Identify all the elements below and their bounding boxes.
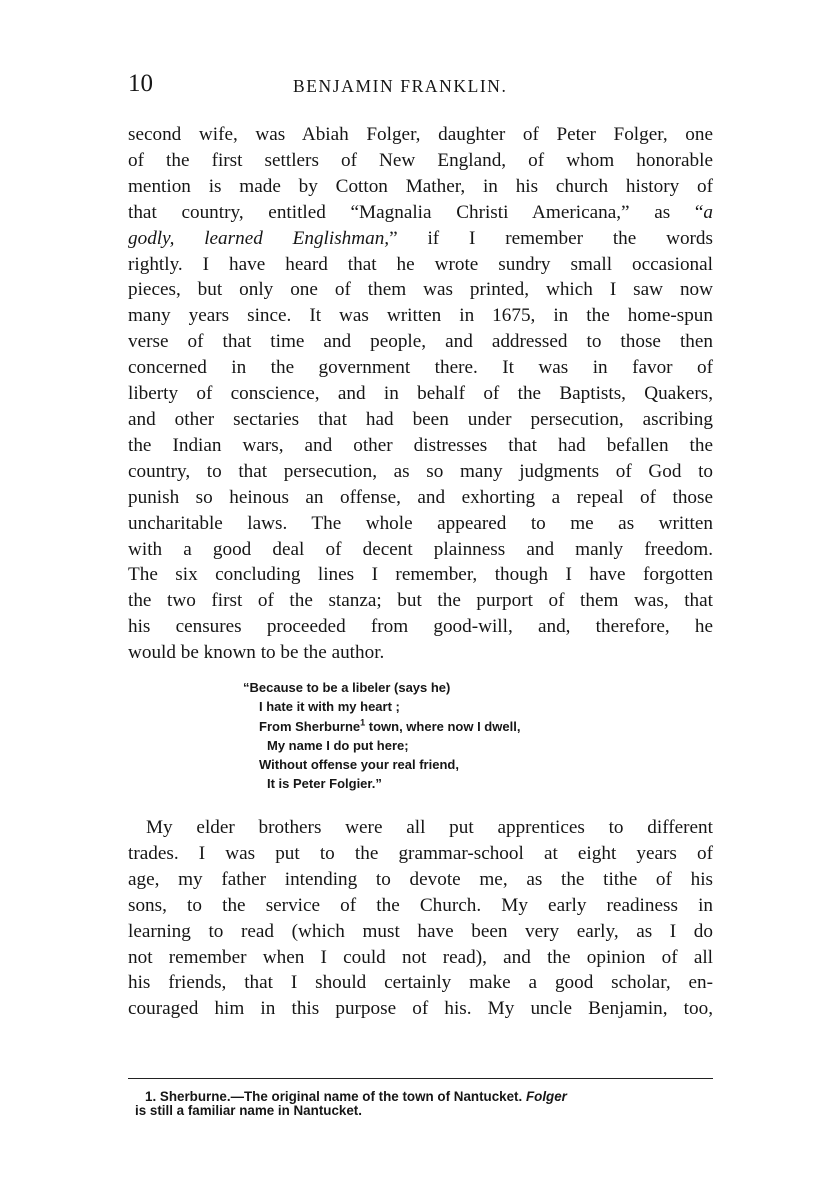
text-line: punish so heinous an offense, and exhorting a repeal of those	[128, 486, 713, 508]
text-line: second wife, was Abiah Folger, daughter of Peter Folger, one	[128, 124, 713, 145]
footnote-term: Sherburne.	[159, 1089, 231, 1104]
text-line	[128, 226, 713, 252]
footnote	[135, 1090, 705, 1118]
text-line: would be known to be the author.	[128, 642, 385, 664]
text-line: verse of that time and people, and addressed to those then	[128, 331, 713, 353]
running-head	[128, 68, 713, 100]
text-line: trades. I was put to the grammar-school at eight years of	[128, 842, 713, 864]
text-line: mention is made by Cotton Mather, in his church history of	[128, 175, 713, 197]
poem-line: Without offense your real friend,	[259, 757, 459, 773]
text-line: his friends, that I should certainly make a good scholar, en-	[128, 972, 713, 994]
text-line: liberty of conscience, and in behalf of the Baptists, Quakers,	[128, 383, 713, 405]
text-line: and other sectaries that had been under persecution, ascribing	[128, 408, 713, 430]
italic-phrase: godly, learned Englishman,	[128, 227, 390, 249]
poem-stanza	[243, 678, 643, 794]
text-line: rightly. I have heard that he wrote sundry small occasional	[128, 253, 713, 275]
text-line: pieces, but only one of them was printed, which I saw now	[128, 279, 713, 301]
paragraph-2	[128, 815, 713, 1022]
poem-segment: town, where now I dwell,	[365, 718, 521, 734]
running-title: BENJAMIN FRANKLIN.	[293, 76, 508, 96]
text-line: concerned in the government there. It was in favor of	[128, 357, 713, 379]
footnote-text: —The original name of the town of Nantucket.	[230, 1089, 523, 1104]
footnote-line: is still a familiar name in Nantucket.	[135, 1103, 362, 1118]
page-number: 10	[128, 70, 153, 97]
italic-word: a	[703, 201, 713, 223]
footnote-divider	[128, 1078, 713, 1079]
text-segment: that country, entitled “Magnalia Christi Americana,” as “	[128, 201, 704, 223]
text-line: many years since. It was written in 1675, in the home-spun	[128, 305, 713, 327]
text-line: My elder brothers were all put apprentices to different	[146, 817, 713, 838]
text-line: learning to read (which must have been very early, as I do	[128, 920, 713, 942]
poem-line: I hate it with my heart ;	[259, 699, 400, 715]
text-line: age, my father intending to devote me, as the tithe of his	[128, 868, 713, 890]
text-line: uncharitable laws. The whole appeared to me as written	[128, 512, 713, 534]
text-line: of the first settlers of New England, of whom honorable	[128, 149, 713, 171]
text-line: the two first of the stanza; but the purport of them was, that	[128, 590, 713, 612]
text-line: his censures proceeded from good-will, and, therefore, he	[128, 616, 713, 638]
text-line: with a good deal of decent plainness and manly freedom.	[128, 538, 713, 560]
text-line: country, to that persecution, as so many judgments of God to	[128, 460, 713, 482]
text-line	[128, 200, 713, 226]
text-line: the Indian wars, and other distresses that had befallen the	[128, 434, 713, 456]
footnote-italic-word: Folger	[525, 1089, 567, 1104]
paragraph-1	[128, 122, 713, 666]
poem-line: “Because to be a libeler (says he)	[243, 680, 451, 695]
footnote-line	[135, 1090, 705, 1104]
text-line: sons, to the service of the Church. My early readiness in	[128, 894, 713, 916]
text-line: not remember when I could not read), and the opinion of all	[128, 946, 713, 968]
text-line: couraged him in this purpose of his. My uncle Benjamin, too,	[128, 998, 713, 1020]
poem-segment: From Sherburne	[259, 718, 361, 734]
poem-line: It is Peter Folgier.”	[267, 776, 382, 792]
footnote-number: 1.	[145, 1089, 157, 1104]
text-line: The six concluding lines I remember, though I have forgotten	[128, 564, 713, 586]
poem-line	[243, 717, 643, 736]
footnote-reference: 1	[360, 717, 366, 728]
poem-line: My name I do put here;	[267, 737, 409, 753]
text-segment: ” if I remember the words	[389, 227, 713, 249]
